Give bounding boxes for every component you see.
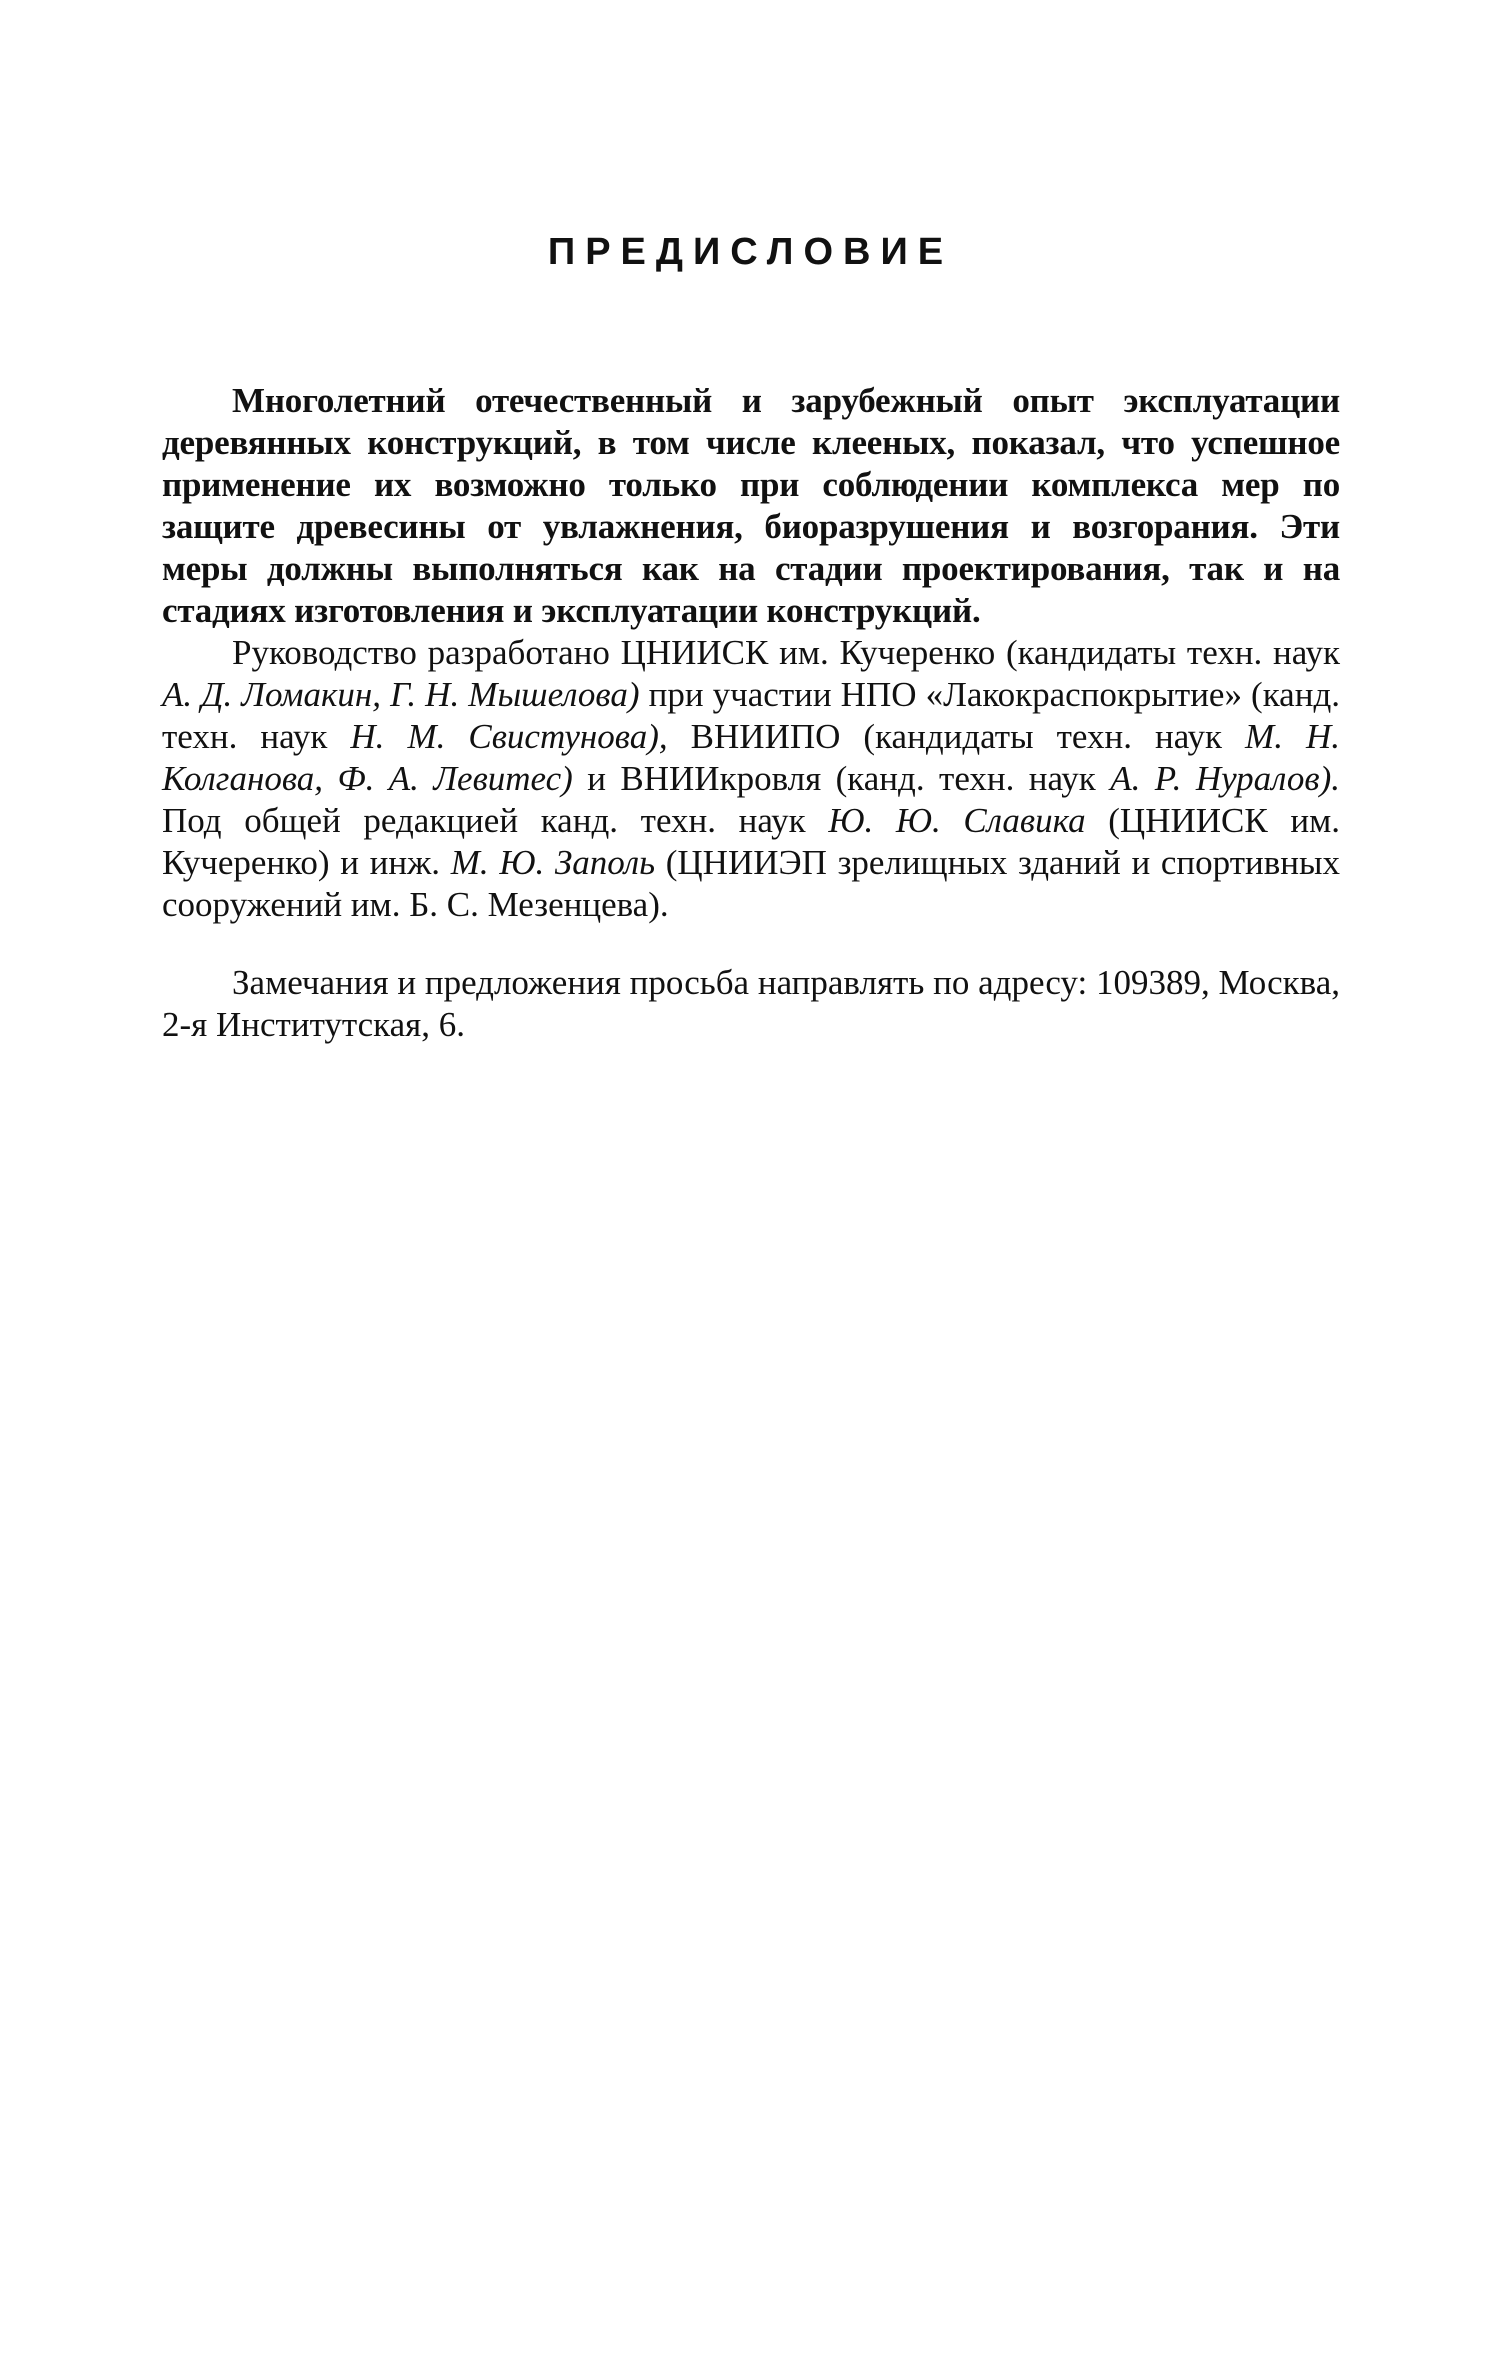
preface-body [162,380,1340,1046]
text-segment: (ЦНИИСК им. Кучеренко) и инж. [162,801,1340,882]
text-segment: Под общей редакцией канд. техн. наук [162,801,829,840]
paragraph-authors [162,632,1340,926]
text-segment: при участии НПО «Лакокраспокрытие» (канд. техн. наук [162,675,1340,756]
text-segment: (ЦНИИЭП зрелищных зданий и спортивных сооружений им. Б. С. Мезенцева). [162,843,1340,924]
editor-name: Ю. Ю. Славика [828,801,1086,840]
author-names: М. Н. Колганова, Ф. А. Левитес) [162,717,1341,798]
text-segment: Руководство разработано ЦНИИСК им. Кучеренко (кандидаты техн. наук [232,633,1340,672]
editor-name: М. Ю. Заполь [450,843,656,882]
page-title: ПРЕДИСЛОВИЕ [547,231,954,273]
author-names: Н. М. Свистунова), [350,717,668,756]
author-names: А. Р. Нуралов). [1110,759,1340,798]
paragraph-experience: Многолетний отечественный и зарубежный опыт эксплуатации деревянных конструкций, в том числе клееных, показал, что успешное применение их возможно только при соблюдении комплекса мер по защите древесины от увлажнения, биоразрушения и возгорания. Эти меры должны выполняться как на стадии проектирования, так и на стадиях изготовления и эксплуатации конструкций. [162,381,1340,630]
paragraph-contact: Замечания и предложения просьба направлять по адресу: 109389, Москва, 2-я Институтская, 6. [162,963,1340,1044]
text-segment: ВНИИПО (кандидаты техн. наук [667,717,1246,756]
author-names: А. Д. Ломакин, Г. Н. Мышелова) [162,675,640,714]
text-segment: и ВНИИкровля (канд. техн. наук [572,759,1111,798]
